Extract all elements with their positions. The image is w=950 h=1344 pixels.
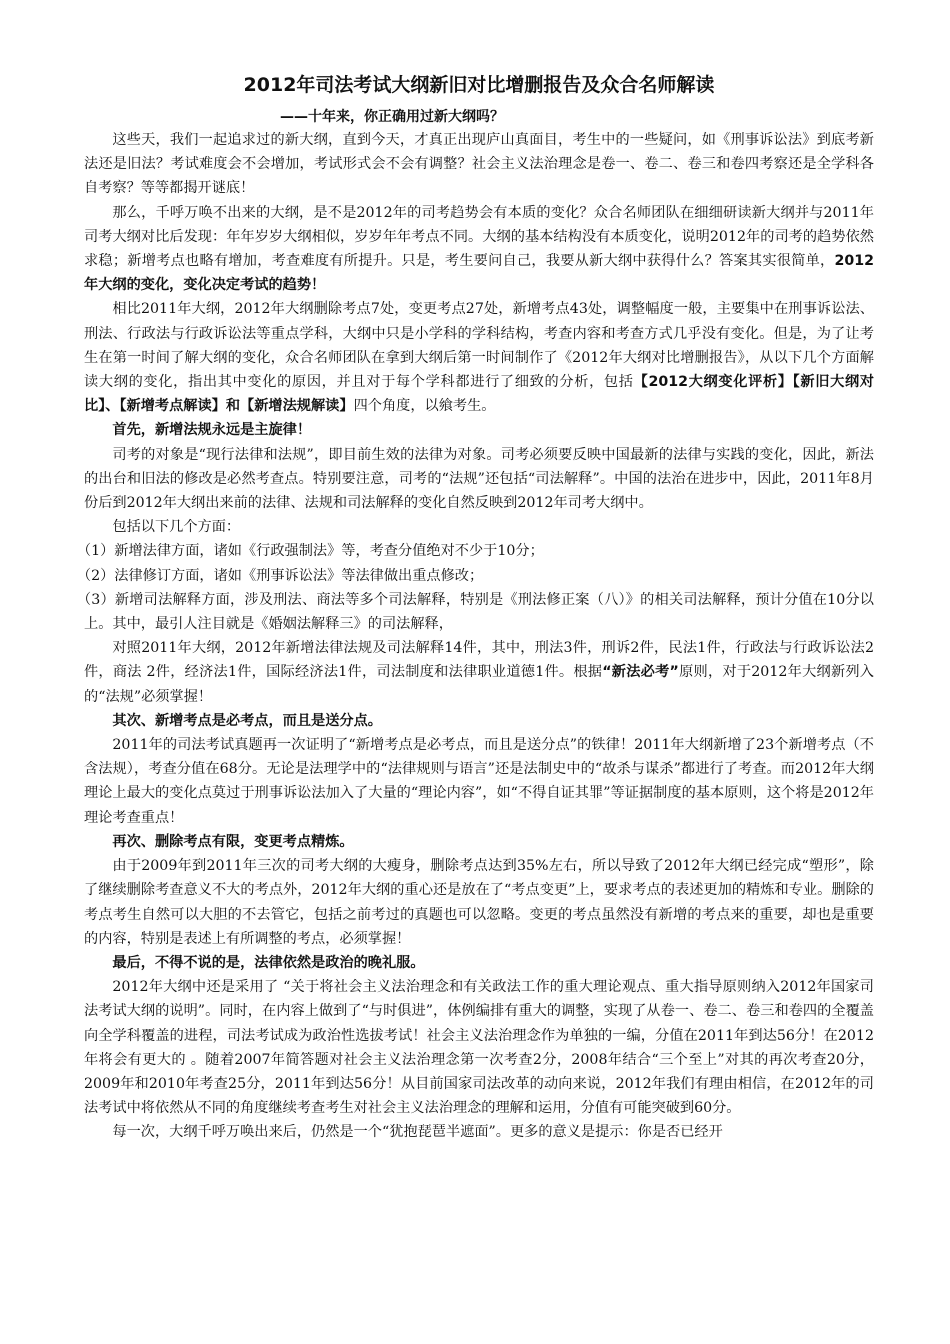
paragraph-comparison (84, 297, 874, 418)
section-heading-third: 再次、删除考点有限，变更考点精炼。 (112, 833, 354, 850)
paragraph-new-law-count-text: 对照2011年大纲，2012年新增法律法规及司法解释14件，其中，刑法3件，刑诉2件，民法1件，行政法与行政诉讼法2件，商法 2件，经济法1件，国际经济法1件，司法制度和法律职业道德1件。根据 (84, 640, 874, 681)
document-title: 2012年司法考试大纲新旧对比增删报告及众合名师解读 (243, 74, 715, 96)
list-item: （3）新增司法解释方面，涉及刑法、商法等多个司法解释，特别是《刑法修正案（八）》的相关司法解释，预计分值在10分以上。其中，最引人注目就是《婚姻法解释三》的司法解释， (76, 591, 874, 633)
paragraph-comparison-text: 相比2011年大纲，2012年大纲删除考点7处，变更考点27处，新增考点43处，调整幅度一般，主要集中在刑事诉讼法、刑法、行政法与行政诉讼法等重点学科，大纲中只是小学科的学科结构，考查内容和考查方式几乎没有变化。但是，为了让考生在第一时间了解大纲的变化，众合名师团队在拿到大纲后第一时间制作了《2012年大纲对比增删报告》，从以下几个方面解读大纲的变化，指出其中变化的原因，并且对于每个学科都进行了细致的分析，包括 (84, 301, 874, 391)
section-heading-last: 最后，不得不说的是，法律依然是政治的晚礼服。 (112, 954, 425, 971)
list-item: （1）新增法律方面，诸如《行政强制法》等，考查分值绝对不少于10分； (76, 543, 544, 560)
paragraph-new-points: 2011年的司法考试真题再一次证明了“新增考点是必考点，而且是送分点”的铁律！2011年大纲新增了23个新增考点（不含法规），考查分值在68分。无论是法理学中的“法律规则与语言”还是法制史中的“故杀与谋杀”都进行了考查。而2012年大纲理论上最大的变化点莫过于刑事诉讼法加入了大量的“理论内容”，如“不得自证其罪”等证据制度的基本原则，这个将是2012年理论考查重点！ (84, 737, 874, 826)
paragraph-new-law-emphasis: “新法必考” (602, 664, 679, 681)
list-item: （2）法律修订方面，诸如《刑事诉讼法》等法律做出重点修改； (76, 567, 484, 584)
paragraph-new-law-tail: 原则，对于2012年大纲新列入的“法规”必须掌握！ (84, 664, 874, 705)
section-heading-first: 首先，新增法规永远是主旋律！ (112, 422, 312, 439)
paragraph-new-law-count (84, 636, 874, 709)
paragraph-new-laws: 司考的对象是“现行法律和法规”，即目前生效的法律为对象。司考必须要反映中国最新的法律与实践的变化，因此，新法的出台和旧法的修改是必然考查点。特别要注意，司考的“法规”还包括“司法解释”。中国的法治在进步中，因此，2011年8月份后到2012年大纲出来前的法律、法规和司法解释的变化自然反映到2012年司考大纲中。 (84, 446, 874, 512)
paragraph-comparison-emphasis: 【2012大纲变化评析】【新旧大纲对比】、【新增考点解读】和【新增法规解读】 (84, 374, 874, 415)
paragraph-deleted-points: 由于2009年到2011年三次的司考大纲的大瘦身，删除考点达到35%左右，所以导致了2012年大纲已经完成“塑形”，除了继续删除考查意义不大的考点外，2012年大纲的重心还是放在了“考点变更”上，要求考点的表述更加的精炼和专业。删除的考点考生自然可以大胆的不去管它，包括之前考过的真题也可以忽略。变更的考点虽然没有新增的考点来的重要，却也是重要的内容，特别是表述上有所调整的考点，必须掌握！ (84, 858, 874, 947)
paragraph-closing: 每一次，大纲千呼万唤出来后，仍然是一个“犹抱琵琶半遮面”。更多的意义是提示：你是否已经开 (112, 1124, 723, 1141)
paragraph-trend-emphasis: 2012年大纲的变化，变化决定考试的趋势！ (84, 253, 874, 294)
document-page (76, 70, 874, 1145)
section-heading-second: 其次、新增考点是必考点，而且是送分点。 (112, 712, 382, 729)
paragraph-aspects: 包括以下几个方面： (112, 519, 241, 536)
paragraph-intro: 这些天，我们一起追求过的新大纲，直到今天，才真正出现庐山真面目，考生中的一些疑问，如《刑事诉讼法》到底考新法还是旧法？考试难度会不会增加，考试形式会不会有调整？社会主义法治理念是卷一、卷二、卷三和卷四考察还是全学科各自考察？等等都揭开谜底！ (84, 132, 874, 197)
paragraph-politics: 2012年大纲中还是采用了 “关于将社会主义法治理念和有关政法工作的重大理论观点、重大指导原则纳入2012年国家司法考试大纲的说明”。同时，在内容上做到了“与时俱进”，体例编排有重大的调整，实现了从卷一、卷二、卷三和卷四的全覆盖向全学科覆盖的进程，司法考试成为政治性选拔考试！社会主义法治理念作为单独的一编，分值在2011年到达56分！在2012年将会有更大的 。随着2007年简答题对社会主义法治理念第一次考查2分，2008年结合“三个至上”对其的再次考查20分，2009年和2010年考查25分，2011年到达56分！从目前国家司法改革的动向来说，2012年我们有理由相信，在2012年的司法考试中将依然从不同的角度继续考查考生对社会主义法治理念的理解和运用，分值有可能突破到60分。 (84, 979, 874, 1117)
paragraph-trend-text: 那么，千呼万唤不出来的大纲，是不是2012年的司考趋势会有本质的变化？众合名师团队在细细研读新大纲并与2011年司考大纲对比后发现：年年岁岁大纲相似，岁岁年年考点不同。大纲的基本结构没有本质变化，说明2012年的司考的趋势依然求稳；新增考点也略有增加，考查难度有所提升。只是，考生要问自己，我要从新大纲中获得什么？答案其实很简单， (84, 204, 874, 270)
document-subtitle: ——十年来，你正确用过新大纲吗？ (280, 109, 504, 125)
paragraph-comparison-tail: 四个角度，以飨考生。 (353, 398, 496, 415)
paragraph-trend (84, 201, 874, 298)
